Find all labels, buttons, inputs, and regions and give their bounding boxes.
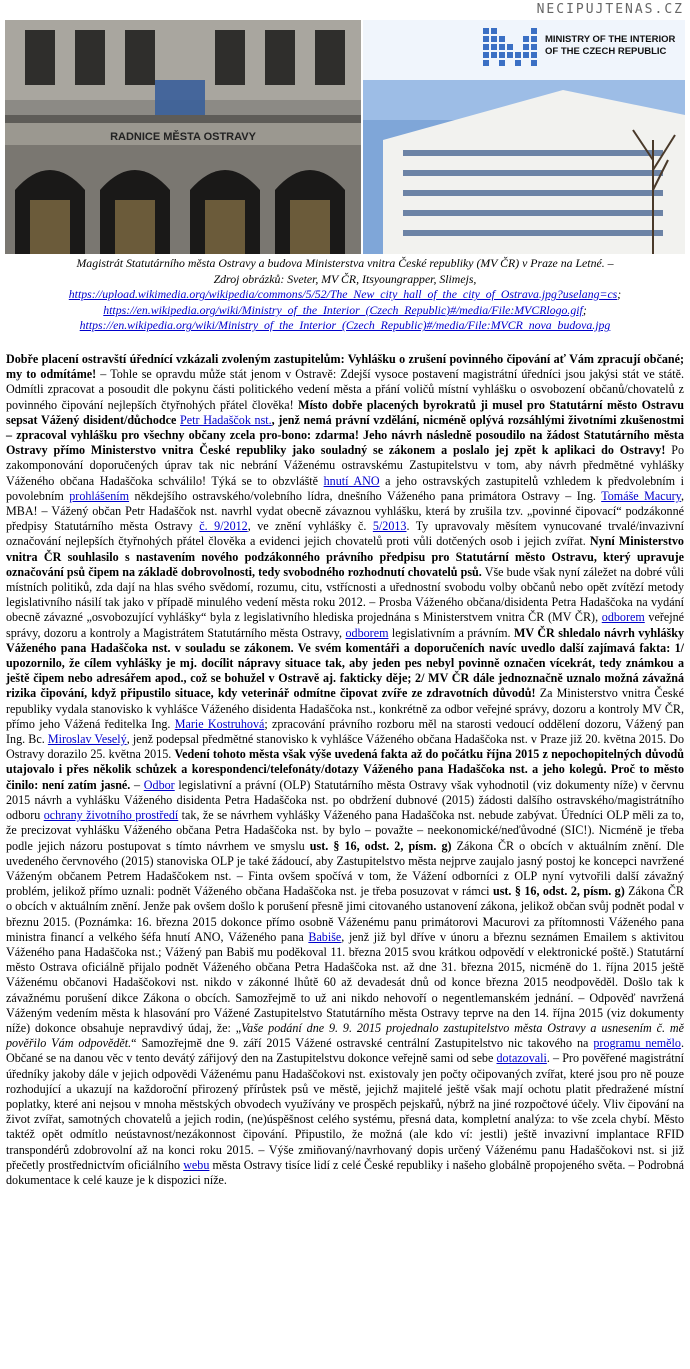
text-seg: – Tohle se opravdu může stát jenom v Ostravě: Zdejší vysoce postavení magistrátní úředníci jsou jakýsi stát ve státě. Odmítli zpracovat a posoudit dle pokynu části politického vedení města a přání voličů místní vyhlášku o osvobození občanů/chovatelů z povinného čipování nejlepších čtyřnohých přátel člověka! xyxy=(6,367,684,412)
text-seg: . Občané se na danou věc v tento devátý zářijový den na Zastupitelstvu dokonce veřejně sami od sebe xyxy=(6,1036,684,1066)
text-seg: “ Samozřejmě dne 9. září 2015 Vážené ostravské centrální Zastupitelstvo nic takového na xyxy=(131,1036,594,1051)
caption-link-logo[interactable]: https://en.wikipedia.org/wiki/Ministry_of_the_Interior_(Czech_Republic)#/media/File:MVCRlogo.gif xyxy=(103,302,583,317)
quote-italic: Vaše podání dne 9. 9. 2015 projednalo zastupitelstvo města Ostravy a usnesením č. mě pověřilo Vám odpovědět. xyxy=(6,1020,684,1051)
link-tomas-macura[interactable]: Tomáše Macury xyxy=(601,488,681,503)
text-seg: , ve znění vyhlášky č. xyxy=(247,519,373,534)
caption-link-building[interactable]: https://en.wikipedia.org/wiki/Ministry_of_the_Interior_(Czech_Republic)#/media/File:MVCR_nova_budova.jpg xyxy=(79,318,611,333)
text-seg: legislativní a právní (OLP) Statutárního města Ostravy však vyhodnotil (viz dokumenty níže) v červnu 2015 návrh a vyhlášku Váženého disidenta Petra Hadaščoka nst. po obdržení dubnové (2015) žádosti dalšího ostravského/magistrátního odboru xyxy=(6,777,685,823)
text-seg: Za Ministerstvo vnitra České republiky vydala stanovisko k vyhlášce Váženého disidenta Hadaščoka nst., konkrétně za odbor veřejné správy, dozoru a kontroly MV ČR, přímo jeho Vážená ředitelka Ing. xyxy=(6,686,684,731)
text-seg: legislativním a právním. xyxy=(388,625,514,640)
text-seg: , jenž již byl dříve v únoru a březnu seznámen Emailem s aktivitou Váženého pana Hadaščoka nst.; Vážený pan Babiš mu poděkoval 11. března 2015 svou krátkou odpovědí v elektronické poště.) Statutární město Ostrava oficiálně přijalo podnět Váženého občana Petra Hadaščoka nst. až dne 31. března 2015, nicméně do 1. října 2015 ještě Váženému občanovi Hadaščokovi nst. nikdo v zákonné lhůtě 60 až devadesát dnů od konce března 2015 neodpověděl. Došlo tak k závažnému porušení dikce Zákona o obcích. Samozřejmě to už ani nikdo nehovoří o negentlemanském jednání. – Odpověď navržená Váženým vedením města k hlasování pro Vážené Zastupitelstvo Statutárního města Ostravy teprve na den 14. října 2015 (viz dokumenty níže) dokonce obsahuje nepravdivý údaj, že: „ xyxy=(6,929,684,1035)
article-body xyxy=(6,352,684,1188)
lead-bold: Dobře placení ostravští úřednící vzkázali zvoleným zastupitelům: Vyhlášku o zrušení povinného čipování ať Vám zpracují občané; my to odmítáme! xyxy=(6,352,684,382)
ministry-logo-line1: MINISTRY OF THE INTERIOR xyxy=(545,34,676,45)
text-seg: , MBA! – Vážený občan Petr Hadaščok nst. navrhl vydat obecně závaznou vyhlášku, která by zrušila tzv. „povinné čipovací“ podzákonné předpisy Statutárního města Ostravy xyxy=(6,488,684,534)
link-odborem-mv[interactable]: odborem xyxy=(601,610,645,625)
ministry-building-image xyxy=(363,20,685,254)
header-images xyxy=(5,20,685,254)
text-bold: Místo dobře placených byrokratů ji musel pro Statutární město Ostravu sepsat Vážený disident/důchodce xyxy=(6,397,684,427)
text-bold: ust. § 16, odst. 2, písm. g) xyxy=(492,884,625,899)
ostrava-city-hall-image xyxy=(5,20,361,254)
text-bold: MV ČR shledalo návrh vyhlášky Váženého pana Hadaščoka nst. v souladu se zákonem. Ve svém komentáři a doporučeních navíc uvedlo další zajímavá fakta: 1/ upozornilo, že cílem vyhlášky je mj. docílit nápravy situace tak, aby jeden pes nebyl povinně označen vícekrát, tedy známkou a ještě čipem nebo adresářem apod., což se bohužel v Ostravě aj. fakticky děje; 2/ MV ČR dále jednoznačně uznalo možná závažná rizika čipování, když připustilo situace, kdy veterinář odmítne čipovat zvíře ze zdravotních důvodů! xyxy=(6,625,684,701)
text-seg: Zákona ČR o obcích v aktuálním znění. Jenže pak ovšem došlo k porušení přesně jimi citovaného ustanovení zákona, jelikož občan svůj podnět podal v březnu 2015. (Poznámka: 16. března 2015 dokonce přímo osobně Váženému panu primátorovi Macurovi za přítomnosti Váženého pana ministra financí a velkého šéfa hnutí ANO, Váženého pana xyxy=(6,884,684,944)
text-seg: města Ostravy tisíce lidí z celé České republiky i našeho globálně propojeného světa. – Podrobná dokumentace k celé kauze je k dispozici níže. xyxy=(6,1157,685,1187)
text-seg: Zákona ČR o obcích v aktuálním znění. Dle uvedeného červnového (2015) stanoviska OLP je také žádoucí, aby Zastupitelstvo města nejprve zaujalo jasný postoj ke koncepci navržené Váženým občanem Petrem Hadaščokem nst. – Finta ovšem spočívá v tom, že Vážení odborníci z OLP nyní vytvořili další závažný problém, jelikož přímo uznali: podnět Váženého občana Hadaščoka nst. je třeba posuzovat v rámci xyxy=(6,838,684,899)
text-bold: , jenž nemá právní vzdělání, nicméně oplývá rozsáhlými životními zkušenostmi – zpracoval vyhlášku pro všechny občany zcela pro-bono: zdarma! Jeho návrh následně posoudilo na žádost Statutárního města Ostravy přímo Ministerstvo vnitra České republiky jako souladný se zákonem a poslalo jej zpět k aplikaci do Ostravy! xyxy=(6,412,684,458)
link-miroslav-vesely[interactable]: Miroslav Veselý xyxy=(47,732,127,747)
text-seg: . Ty upravovaly měsítem vynucované trvalé/invazivní označování nejlepších čtyřnohých přátel člověka a evidenci jejich chovatelů proti vůli dotčených osob i jejich zvířat. xyxy=(6,519,685,549)
text-seg: Po zakomponování doporučených úprav tak nic nebrání Váženému ostravskému Zastupitelstvu v tom, aby návrh předmětné vyhlášky Váženého občana Hadaščoka schválilo! Týká se to obzvláště xyxy=(6,443,685,488)
text-bold: Nyní Ministerstvo vnitra ČR souhlasilo s nastavením nového podzákonného právního předpisu pro Statutární město Ostravu, který upravuje označování psů čipem na základě dobrovolnosti, tedy svobodného rozhodnutí chovatelů psů. xyxy=(6,534,684,579)
text-seg: tak, že se návrhem vyhlášky Váženého pana Hadaščoka nst. nebude zabývat. Úředníci OLP měli za to, že precizovat vyhlášku Váženého občana Petra Hadaščoka nst. by bylo – považte – neekonomické/neďůvodné (SIC!). Nicméně je třeba podle jejich názoru postupovat s tímto návrhem ve smyslu xyxy=(6,808,684,853)
caption-line2: Zdroj obrázků: Sveter, MV ČR, Itsyoungrapper, Slimejs, xyxy=(213,271,477,286)
text-seg: veřejné správy, dozoru a kontroly a Magistrátem Statutárního města Ostravy, xyxy=(6,610,685,640)
link-ochrany-zivotniho-prostredi[interactable]: ochrany životního prostředí xyxy=(43,808,179,823)
link-hnuti-ano[interactable]: hnutí ANO xyxy=(323,473,380,488)
link-odbor[interactable]: Odbor xyxy=(143,777,175,792)
text-bold: ust. § 16, odst. 2, písm. g) xyxy=(309,838,452,853)
link-webu[interactable]: webu xyxy=(183,1157,210,1172)
link-babise[interactable]: Babiše xyxy=(308,929,342,944)
link-dotazovali[interactable]: dotazovali xyxy=(496,1051,547,1066)
text-seg: a jeho ostravských zastupitelů vzhledem k předvolebním i povolebním xyxy=(6,473,684,503)
caption-link-cityhall[interactable]: https://upload.wikimedia.org/wikipedia/commons/5/52/The_New_city_hall_of_the_city_of_Ostrava.jpg?uselang=cs xyxy=(68,287,618,302)
city-hall-sign: RADNICE MĚSTA OSTRAVY xyxy=(110,131,256,143)
link-vyhlaska-9-2012[interactable]: č. 9/2012 xyxy=(199,519,248,534)
ministry-logo-line2: OF THE CZECH REPUBLIC xyxy=(545,46,667,57)
image-caption: Magistrát Statutárního města Ostravy a budova Ministerstva vnitra České republiky (MV ČR) v Praze na Letné. – Zdroj obrázků: Sveter, MV ČR, Itsyoungrapper, Slimejs, https://upload.wikimedia.org/wikipedia/commons/5/52/The_New_city_hall_of_the_city_of_Ostrava.jpg?uselang=cs; https://en.wikipedia.org/wiki/Ministry_of_the_Interior_(Czech_Republic)#/media/File:MVCRlogo.gif; https://en.wikipedia.org/wiki/Ministry_of_the_Interior_(Czech_Republic)#/media/File:MVCR_nova_budova.jpg xyxy=(68,256,622,333)
text-seg: ; zpracování právního rozboru měl na starosti vedoucí oddělení dozoru, Vážený pan Ing. Bc. xyxy=(6,716,684,747)
link-petr-hadascok[interactable]: Petr Hadaščok nst. xyxy=(180,412,272,427)
caption-line1: Magistrát Statutárního města Ostravy a budova Ministerstva vnitra České republiky (MV ČR) v Praze na Letné. – xyxy=(76,256,614,270)
text-seg: někdejšího ostravského/volebního lídra, dnešního Váženého pana primátora Ostravy – Ing. xyxy=(129,488,602,503)
link-vyhlaska-5-2013[interactable]: 5/2013 xyxy=(372,519,407,534)
link-programu-nemelo[interactable]: programu nemělo xyxy=(593,1036,681,1051)
text-seg: , jenž podepsal předmětné stanovisko k vyhlášce Váženého občana Hadaščoka nst. v Praze již 20. května 2015. Do Ostravy dorazilo 25. května 2015. xyxy=(6,732,684,762)
link-marie-kostruhova[interactable]: Marie Kostruhová xyxy=(174,716,265,731)
link-odborem-magistrat[interactable]: odborem xyxy=(345,625,389,640)
text-seg: Vše bude však nyní záležet na dobré vůli místních politiků, zda dají na hlas svého svědomí, rozumu, citu, vstřícnosti a uřednostní svobodu volby občanů nebo opět zvítězí metody legislativního násilí tak jako v případě minulého vedení města roku 2012. – Prosba Váženého občana/disidenta Petra Hadaščoka na vydání obecně závazné „osvobozující vyhlášky“ byla z legislativního hlediska projednána s Ministerstvem vnitra ČR (MV ČR), xyxy=(6,564,685,625)
text-seg: – xyxy=(130,777,144,792)
text-seg: . – Pro pověřené magistrátní úředníky jakoby dále v jejich odpovědi Váženému panu Hadaščokovi nst. existovaly jen počty očipovaných zvířat, které jsou pro ně pouze rozhodující a ukazují na každoroční přirozený přírůstek psů ve městě, jejichž majitelé ještě však mají ochotu platit předražené místní poplatky, které ani nejsou v mnoha městských obvodech využívány ve prospěch pejskařů, nýbrž na jiné rozpočtové účely. Vliv čipování na život zvířat, samotných chovatelů a jejich rodin, (ne)úspěšnost celého systému, přesná data, kompletní analýza: to vše zcela chybí. Město taktéž opět odmítlo neústavnost/nezákonnost čipování. Připustilo, že možná (ale kdo ví: jestli) ještě invazivní implantace RFID transpondérů zdobrovolní až na konci roku 2015. – Výše zmiňovaný/navrhovaný dopis určený Váženému panu Hadaščokovi nst. si již přečetly prostřednictvím oficiálního xyxy=(6,1051,684,1172)
link-prohlasenim[interactable]: prohlášením xyxy=(69,488,130,503)
text-bold: Vedení tohoto města však výše uvedená fakta až do počátku října 2015 z nepochopitelných důvodů utajovalo i přes několik schůzek a korespondenci/telefonáty/dotazy Váženého pana Hadaščoka nst. a jeho kolegů. Proč to město činilo: není zatím jasné. xyxy=(6,747,684,792)
site-watermark: NECIPUJTENAS.CZ xyxy=(536,2,684,17)
